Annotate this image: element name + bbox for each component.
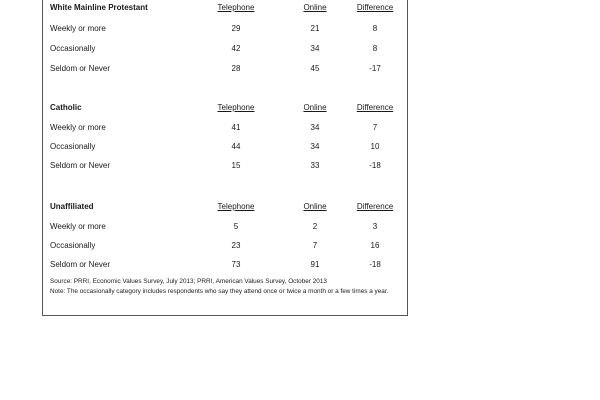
- table-row: [43, 42, 407, 56]
- row-label: Weekly or more: [50, 123, 106, 132]
- column-header-difference: Difference: [356, 202, 394, 211]
- row-label: Seldom or Never: [50, 161, 111, 170]
- column-header-online: Online: [303, 202, 327, 211]
- methodology-note: Note: The occasionally category includes respondents who say they attend once or twice a month or a few times a year.: [50, 287, 389, 295]
- telephone-value: 5: [233, 222, 239, 231]
- section-header-row: [43, 200, 407, 214]
- row-label: Seldom or Never: [50, 64, 111, 73]
- difference-value: -17: [369, 64, 381, 73]
- row-label: Occasionally: [50, 241, 96, 250]
- row-label: Seldom or Never: [50, 260, 111, 269]
- difference-value: 7: [372, 123, 378, 132]
- column-header-difference: Difference: [356, 3, 394, 12]
- table-row: [43, 62, 407, 76]
- difference-value: 16: [370, 241, 380, 250]
- section-header-row: [43, 101, 407, 115]
- online-value: 21: [310, 24, 320, 33]
- row-label: Weekly or more: [50, 222, 106, 231]
- column-header-difference: Difference: [356, 103, 394, 112]
- online-value: 34: [310, 142, 320, 151]
- telephone-value: 41: [231, 123, 241, 132]
- row-label: Occasionally: [50, 142, 96, 151]
- section-title: Catholic: [50, 103, 82, 112]
- table-row: [43, 220, 407, 234]
- column-header-online: Online: [303, 103, 327, 112]
- telephone-value: 73: [231, 260, 241, 269]
- column-header-telephone: Telephone: [217, 3, 255, 12]
- section-title: Unaffiliated: [50, 202, 94, 211]
- column-header-telephone: Telephone: [217, 103, 255, 112]
- row-label: Occasionally: [50, 44, 96, 53]
- online-value: 2: [312, 222, 318, 231]
- difference-value: -18: [369, 260, 381, 269]
- table-row: [43, 22, 407, 36]
- difference-value: 8: [372, 44, 378, 53]
- column-header-online: Online: [303, 3, 327, 12]
- section-header-row: [43, 1, 407, 15]
- online-value: 45: [310, 64, 320, 73]
- difference-value: 8: [372, 24, 378, 33]
- table-row: [43, 140, 407, 154]
- difference-value: -18: [369, 161, 381, 170]
- online-value: 34: [310, 123, 320, 132]
- online-value: 7: [312, 241, 318, 250]
- telephone-value: 44: [231, 142, 241, 151]
- online-value: 33: [310, 161, 320, 170]
- telephone-value: 42: [231, 44, 241, 53]
- table-footnote: [50, 277, 406, 296]
- telephone-value: 23: [231, 241, 241, 250]
- difference-value: 3: [372, 222, 378, 231]
- online-value: 91: [310, 260, 320, 269]
- telephone-value: 29: [231, 24, 241, 33]
- column-header-telephone: Telephone: [217, 202, 255, 211]
- table-row: [43, 121, 407, 135]
- section-title: White Mainline Protestant: [50, 3, 148, 12]
- table-row: [43, 239, 407, 253]
- table-row: [43, 159, 407, 173]
- comparison-table: [42, 0, 408, 316]
- telephone-value: 15: [231, 161, 241, 170]
- difference-value: 10: [370, 142, 380, 151]
- row-label: Weekly or more: [50, 24, 106, 33]
- online-value: 34: [310, 44, 320, 53]
- table-row: [43, 258, 407, 272]
- source-note: Source: PRRI, Economic Values Survey, July 2013; PRRI, American Values Survey, October 2013: [50, 278, 327, 285]
- telephone-value: 28: [231, 64, 241, 73]
